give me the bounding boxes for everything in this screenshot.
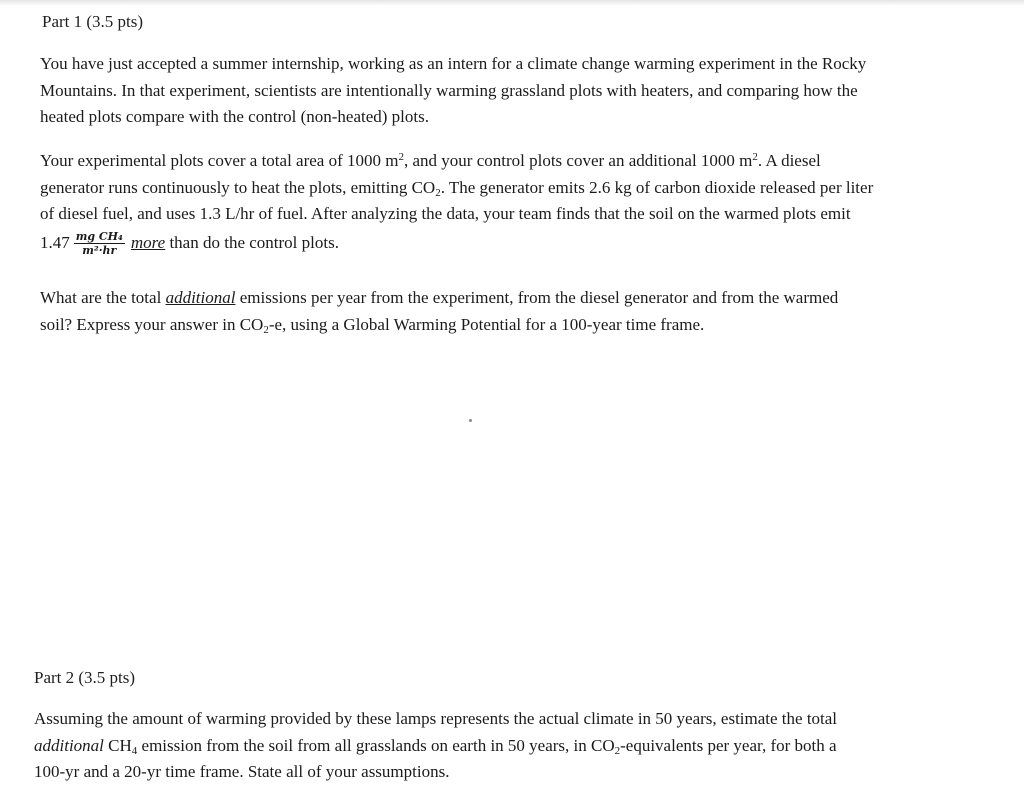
subscript: 4	[131, 744, 138, 757]
text: generator runs continuously to heat the plots, emitting CO	[40, 177, 436, 197]
text: . The generator emits 2.6 kg of carbon dioxide released per liter	[440, 177, 874, 197]
details-line-3: of diesel fuel, and uses 1.3 L/hr of fuel. After analyzing the data, your team finds that the soil on the warmed plots emit	[40, 204, 851, 223]
part2-line-2	[34, 733, 837, 760]
stray-mark	[469, 419, 472, 422]
fraction-denominator: m²·hr	[82, 244, 117, 258]
intro-line: heated plots compare with the control (non-heated) plots.	[40, 107, 429, 126]
intro-line: You have just accepted a summer internship, working as an intern for a climate change warming experiment in the Rocky	[40, 54, 867, 73]
part1-heading: Part 1 (3.5 pts)	[42, 12, 144, 31]
intro-line: Mountains. In that experiment, scientists are intentionally warming grassland plots with heaters, and comparing how the	[40, 80, 858, 100]
rate-units-fraction	[74, 230, 125, 257]
superscript: 2	[398, 151, 404, 163]
details-line-2	[40, 175, 873, 202]
text: soil? Express your answer in CO	[40, 314, 264, 334]
text: emission from the soil from all grasslands on earth in 50 years, in CO	[137, 735, 615, 755]
subscript: 2	[435, 186, 441, 199]
text: than do the control plots.	[165, 232, 339, 252]
text: -e, using a Global Warming Potential for a 100-year time frame.	[268, 314, 705, 334]
text: What are the total	[40, 288, 166, 307]
text: CH	[103, 735, 132, 755]
part1-question-paragraph	[40, 285, 838, 338]
superscript: 2	[752, 151, 758, 163]
text: . A diesel	[757, 151, 821, 170]
rate-value: 1.47	[40, 232, 70, 252]
subscript: 2	[263, 323, 269, 336]
part2-line-3: 100-yr and a 20-yr time frame. State all of your assumptions.	[34, 762, 450, 781]
question-line-2	[40, 312, 838, 339]
emphasis-additional: additional	[34, 735, 104, 755]
fraction-numerator: mg CH₄	[75, 230, 123, 244]
part2-heading: Part 2 (3.5 pts)	[34, 668, 136, 687]
text: -equivalents per year, for both a	[620, 735, 837, 755]
text: Your experimental plots cover a total area of 1000 m	[40, 151, 399, 170]
part2-line-1: Assuming the amount of warming provided by these lamps represents the actual climate in 50 years, estimate the total	[34, 709, 838, 728]
details-line-1	[40, 148, 873, 175]
question-line-1	[40, 285, 838, 312]
emphasis-additional: additional	[165, 288, 236, 307]
text: emissions per year from the experiment, from the diesel generator and from the warmed	[235, 288, 839, 307]
subscript: 2	[614, 744, 621, 757]
part1-details-paragraph	[40, 148, 873, 258]
text: , and your control plots cover an additional 1000 m	[403, 151, 753, 170]
emphasis-more: more	[130, 232, 166, 252]
part2-paragraph	[34, 706, 837, 786]
part1-intro-paragraph	[40, 51, 866, 131]
details-line-4	[40, 228, 873, 258]
